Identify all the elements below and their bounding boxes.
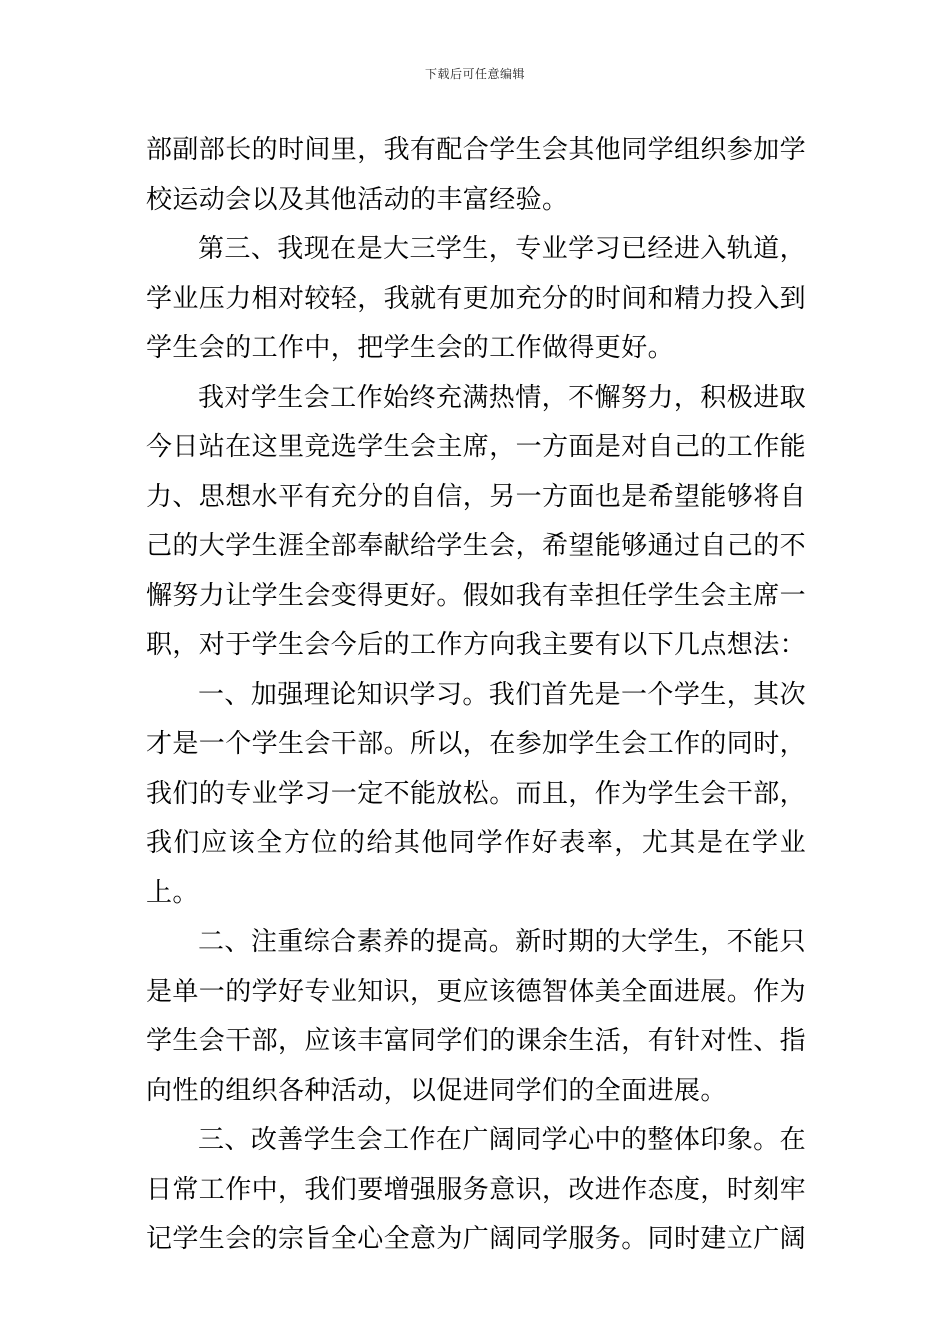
paragraph-1: 部副部长的时间里，我有配合学生会其他同学组织参加学校运动会以及其他活动的丰富经验。	[146, 135, 807, 215]
header-note: 下载后可任意编辑	[424, 67, 525, 81]
document-body	[146, 126, 806, 1265]
paragraph-5: 二、注重综合素养的提高。新时期的大学生，不能只是单一的学好专业知识，更应该德智体美全面进展。作为学生会干部，应该丰富同学们的课余生活，有针对性、指向性的组织各种活动，以促进同学们的全面进展。	[146, 927, 807, 1106]
paragraph-6: 三、改善学生会工作在广阔同学心中的整体印象。在日常工作中，我们要增强服务意识，改进作态度，时刻牢记学生会的宗旨全心全意为广阔同学服务。同时建立广阔	[146, 1125, 807, 1254]
paragraph-3: 我对学生会工作始终充满热情，不懈努力，积极进取今日站在这里竞选学生会主席，一方面是对自己的工作能力、思想水平有充分的自信，另一方面也是希望能够将自己的大学生涯全部奉献给学生会，希望能够通过自己的不懈努力让学生会变得更好。假如我有幸担任学生会主席一职，对于学生会今后的工作方向我主要有以下几点想法：	[146, 382, 807, 660]
paragraph-4: 一、加强理论知识学习。我们首先是一个学生，其次才是一个学生会干部。所以，在参加学生会工作的同时，我们的专业学习一定不能放松。而且，作为学生会干部，我们应该全方位的给其他同学作好表率，尤其是在学业上。	[146, 679, 807, 908]
paragraph-2: 第三、我现在是大三学生，专业学习已经进入轨道，学业压力相对较轻，我就有更加充分的时间和精力投入到学生会的工作中，把学生会的工作做得更好。	[146, 234, 807, 363]
